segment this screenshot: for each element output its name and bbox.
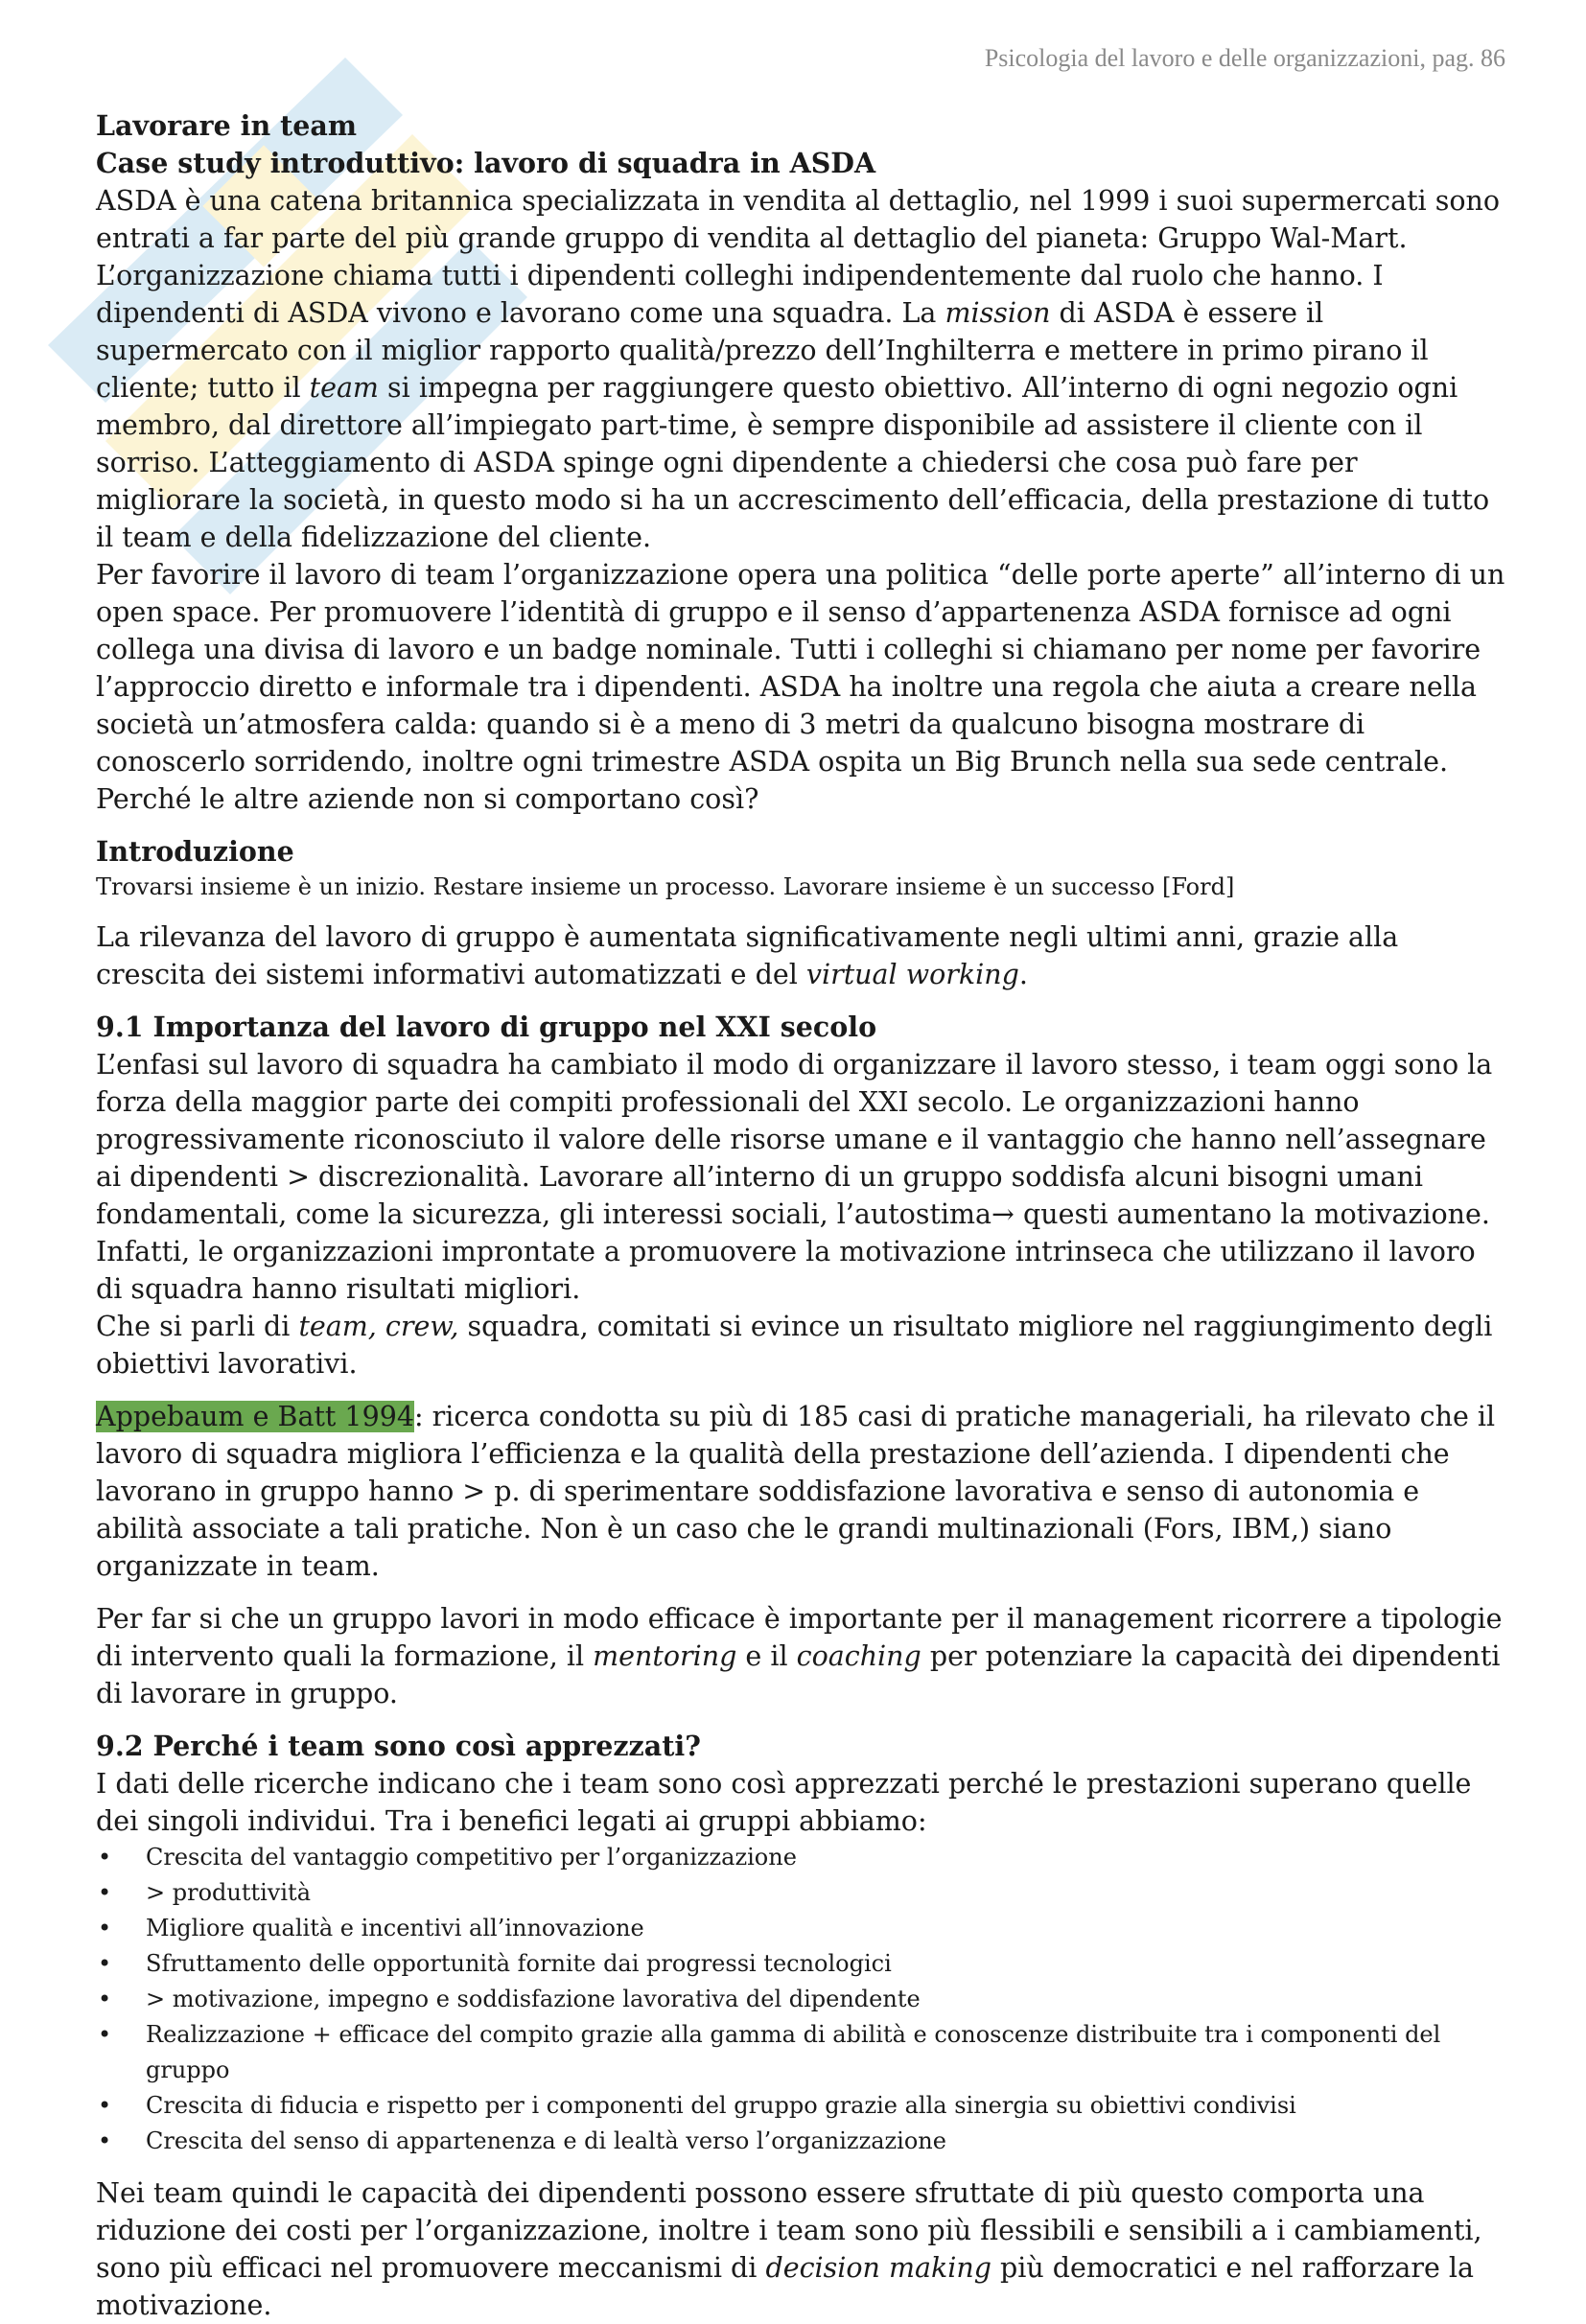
- list-item: • Migliore qualità e incentivi all’innovazione: [96, 1911, 1505, 1946]
- section-9-1-heading: 9.1 Importanza del lavoro di gruppo nel XXI secolo: [96, 1011, 877, 1043]
- section-9-2-heading: 9.2 Perché i team sono così apprezzati?: [96, 1730, 701, 1762]
- section-9-2-paragraph-1: I dati delle ricerche indicano che i team sono così apprezzati perché le prestazioni superano quelle dei singoli individui. Tra i benefici legati ai gruppi abbiamo:: [96, 1768, 1472, 1837]
- list-item: • Crescita del vantaggio competitivo per l’organizzazione: [96, 1840, 1505, 1875]
- bullet-icon: •: [98, 2127, 112, 2154]
- bullet-icon: •: [98, 1986, 112, 2012]
- highlighted-reference: Appebaum e Batt 1994: [96, 1401, 414, 1432]
- list-item: • Sfruttamento delle opportunità fornite dai progressi tecnologici: [96, 1946, 1505, 1982]
- bullet-icon: •: [98, 1844, 112, 1871]
- document-title: Lavorare in team: [96, 109, 358, 142]
- document-body: [96, 107, 1505, 2324]
- bullet-icon: •: [98, 1879, 112, 1906]
- case-study-paragraph-2: Per favorire il lavoro di team l’organizzazione opera una politica “delle porte aperte” all’interno di un open space. Per promuovere l’identità di gruppo e il senso d’appartenenza ASDA fornisce ad ogni collega una divisa di lavoro e un badge nominale. Tutti i colleghi si chiamano per nome per favorire l’approccio diretto e informale tra i dipendenti. ASDA ha inoltre una regola che aiuta a creare nella società un’atmosfera calda: quando si è a meno di 3 metri da qualcuno bisogna mostrare di conoscerlo sorridendo, inoltre ogni trimestre ASDA ospita un Big Brunch nella sua sede centrale. Perché le altre aziende non si comportano così?: [96, 559, 1505, 815]
- section-9-1-paragraph-2: Che si parli di team, crew, squadra, comitati si evince un risultato migliore nel raggiungimento degli obiettivi lavorativi.: [96, 1311, 1493, 1380]
- benefits-list: [96, 1840, 1505, 2159]
- bullet-icon: •: [98, 1915, 112, 1941]
- list-item: • > motivazione, impegno e soddisfazione lavorativa del dipendente: [96, 1982, 1505, 2017]
- section-9-1-paragraph-3: Appebaum e Batt 1994: ricerca condotta su più di 185 casi di pratiche manageriali, ha rilevato che il lavoro di squadra migliora l’efficienza e la qualità della prestazione dell’azienda. I dipendenti che lavorano in gruppo hanno > p. di sperimentare soddisfazione lavorativa e senso di autonomia e abilità associate a tali pratiche. Non è un caso che le grandi multinazionali (Fors, IBM,) siano organizzate in team.: [96, 1401, 1496, 1582]
- bullet-icon: •: [98, 2092, 112, 2119]
- case-study-heading: Case study introduttivo: lavoro di squadra in ASDA: [96, 147, 876, 179]
- section-9-1-paragraph-1: L’enfasi sul lavoro di squadra ha cambiato il modo di organizzare il lavoro stesso, i team oggi sono la forza della maggior parte dei compiti professionali del XXI secolo. Le organizzazioni hanno progressivamente riconosciuto il valore delle risorse umane e il vantaggio che hanno nell’assegnare ai dipendenti > discrezionalità. Lavorare all’interno di un gruppo soddisfa alcuni bisogni umani fondamentali, come la sicurezza, gli interessi sociali, l’autostima→ questi aumentano la motivazione. Infatti, le organizzazioni improntate a promuovere la motivazione intrinseca che utilizzano il lavoro di squadra hanno risultati migliori.: [96, 1049, 1493, 1305]
- bullet-icon: •: [98, 2021, 112, 2048]
- intro-quote: Trovarsi insieme è un inizio. Restare insieme un processo. Lavorare insieme è un successo [Ford]: [96, 873, 1235, 900]
- intro-paragraph: La rilevanza del lavoro di gruppo è aumentata significativamente negli ultimi anni, grazie alla crescita dei sistemi informativi automatizzati e del virtual working.: [96, 921, 1399, 990]
- intro-heading: Introduzione: [96, 835, 294, 868]
- list-item: • Crescita di fiducia e rispetto per i componenti del gruppo grazie alla sinergia su obiettivi condivisi: [96, 2088, 1505, 2124]
- list-item: • Realizzazione + efficace del compito grazie alla gamma di abilità e conoscenze distribuite tra i componenti del gruppo: [96, 2017, 1505, 2088]
- section-9-2-paragraph-2: Nei team quindi le capacità dei dipendenti possono essere sfruttate di più questo comporta una riduzione dei costi per l’organizzazione, inoltre i team sono più flessibili e sensibili a i cambiamenti, sono più efficaci nel promuovere meccanismi di decision making più democratici e nel rafforzare la motivazione.: [96, 2177, 1482, 2321]
- bullet-icon: •: [98, 1950, 112, 1977]
- section-9-1-paragraph-4: Per far si che un gruppo lavori in modo efficace è importante per il management ricorrere a tipologie di intervento quali la formazione, il mentoring e il coaching per potenziare la capacità dei dipendenti di lavorare in gruppo.: [96, 1603, 1503, 1709]
- page-header: Psicologia del lavoro e delle organizzazioni, pag. 86: [984, 44, 1505, 72]
- arrow-icon: →: [991, 1198, 1015, 1230]
- case-study-paragraph-1: ASDA è una catena britannica specializzata in vendita al dettaglio, nel 1999 i suoi supermercati sono entrati a far parte del più grande gruppo di vendita al dettaglio del pianeta: Gruppo Wal-Mart. L’organizzazione chiama tutti i dipendenti colleghi indipendentemente dal ruolo che hanno. I dipendenti di ASDA vivono e lavorano come una squadra. La mission di ASDA è essere il supermercato con il miglior rapporto qualità/prezzo dell’Inghilterra e mettere in primo pirano il cliente; tutto il team si impegna per raggiungere questo obiettivo. All’interno di ogni negozio ogni membro, dal direttore all’impiegato part-time, è sempre disponibile ad assistere il cliente con il sorriso. L’atteggiamento di ASDA spinge ogni dipendente a chiedersi che cosa può fare per migliorare la società, in questo modo si ha un accrescimento dell’efficacia, della prestazione di tutto il team e della fidelizzazione del cliente.: [96, 185, 1501, 553]
- list-item: • > produttività: [96, 1875, 1505, 1911]
- list-item: • Crescita del senso di appartenenza e di lealtà verso l’organizzazione: [96, 2124, 1505, 2159]
